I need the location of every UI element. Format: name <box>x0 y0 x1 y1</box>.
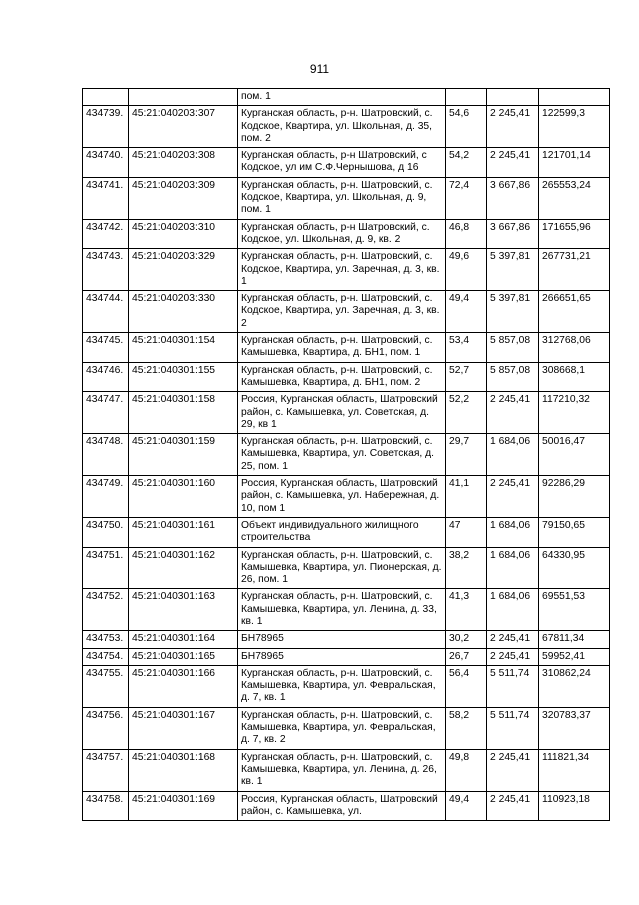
area-cell: 54,6 <box>446 106 487 148</box>
row-number-cell: 434748. <box>83 434 129 476</box>
cadastral-number-cell: 45:21:040301:161 <box>129 517 238 547</box>
address-cell: Курганская область, р-н. Шатровский, с. Кодское, Квартира, ул. Заречная, д. 3, кв. 1 <box>238 249 446 291</box>
value-cell: 266651,65 <box>539 291 610 333</box>
area-cell: 30,2 <box>446 631 487 648</box>
cadastral-number-cell: 45:21:040301:155 <box>129 362 238 392</box>
table-row <box>83 392 610 434</box>
address-cell: Курганская область, р-н Шатровский, с. Кодское, ул. Школьная, д. 9, кв. 2 <box>238 219 446 249</box>
address-cell: Курганская область, р-н. Шатровский, с. Камышевка, Квартира, ул. Февральская, д. 7, кв. 1 <box>238 665 446 707</box>
cadastral-number-cell: 45:21:040301:167 <box>129 707 238 749</box>
table-row <box>83 291 610 333</box>
address-cell: Курганская область, р-н. Шатровский, с. Камышевка, Квартира, ул. Февральская, д. 7, кв. 2 <box>238 707 446 749</box>
address-cell: БН78965 <box>238 631 446 648</box>
table-row <box>83 106 610 148</box>
rate-cell: 2 245,41 <box>487 631 539 648</box>
table-row <box>83 547 610 589</box>
table-row <box>83 219 610 249</box>
table-row <box>83 707 610 749</box>
row-number-cell: 434758. <box>83 791 129 821</box>
registry-table <box>82 88 610 821</box>
rate-cell: 1 684,06 <box>487 517 539 547</box>
value-cell: 117210,32 <box>539 392 610 434</box>
value-cell: 111821,34 <box>539 749 610 791</box>
rate-cell: 5 511,74 <box>487 707 539 749</box>
address-cell: Курганская область, р-н. Шатровский, с. Камышевка, Квартира, ул. Ленина, д. 26, кв. 1 <box>238 749 446 791</box>
rate-cell: 2 245,41 <box>487 476 539 518</box>
area-cell: 58,2 <box>446 707 487 749</box>
rate-cell: 2 245,41 <box>487 791 539 821</box>
row-number-cell: 434755. <box>83 665 129 707</box>
cadastral-number-cell: 45:21:040203:307 <box>129 106 238 148</box>
table-row <box>83 333 610 363</box>
table-row <box>83 476 610 518</box>
value-cell: 171655,96 <box>539 219 610 249</box>
table-row <box>83 249 610 291</box>
row-number-cell: 434741. <box>83 177 129 219</box>
address-cell: пом. 1 <box>238 89 446 106</box>
row-number-cell: 434739. <box>83 106 129 148</box>
row-number-cell: 434746. <box>83 362 129 392</box>
rate-cell: 5 857,08 <box>487 333 539 363</box>
rate-cell: 3 667,86 <box>487 177 539 219</box>
page-number: 911 <box>309 62 330 76</box>
table-row <box>83 89 610 106</box>
table-row <box>83 434 610 476</box>
area-cell: 49,8 <box>446 749 487 791</box>
cadastral-number-cell: 45:21:040203:309 <box>129 177 238 219</box>
value-cell: 64330,95 <box>539 547 610 589</box>
value-cell: 320783,37 <box>539 707 610 749</box>
value-cell: 122599,3 <box>539 106 610 148</box>
table-row <box>83 148 610 178</box>
cadastral-number-cell: 45:21:040301:160 <box>129 476 238 518</box>
table-row <box>83 631 610 648</box>
table-row <box>83 665 610 707</box>
rate-cell: 3 667,86 <box>487 219 539 249</box>
value-cell: 312768,06 <box>539 333 610 363</box>
row-number-cell: 434750. <box>83 517 129 547</box>
row-number-cell: 434740. <box>83 148 129 178</box>
address-cell: Курганская область, р-н. Шатровский, с. Камышевка, Квартира, ул. Советская, д. 25, пом. 1 <box>238 434 446 476</box>
area-cell: 49,4 <box>446 791 487 821</box>
area-cell: 26,7 <box>446 648 487 665</box>
area-cell: 29,7 <box>446 434 487 476</box>
row-number-cell: 434753. <box>83 631 129 648</box>
cadastral-number-cell: 45:21:040301:166 <box>129 665 238 707</box>
cadastral-number-cell: 45:21:040301:168 <box>129 749 238 791</box>
area-cell: 47 <box>446 517 487 547</box>
value-cell: 267731,21 <box>539 249 610 291</box>
table-row <box>83 589 610 631</box>
registry-body <box>83 89 610 821</box>
value-cell: 310862,24 <box>539 665 610 707</box>
area-cell: 41,1 <box>446 476 487 518</box>
address-cell: Курганская область, р-н. Шатровский, с. Кодское, Квартира, ул. Школьная, д. 35, пом. 2 <box>238 106 446 148</box>
cadastral-number-cell: 45:21:040301:169 <box>129 791 238 821</box>
area-cell: 49,6 <box>446 249 487 291</box>
cadastral-number-cell: 45:21:040203:310 <box>129 219 238 249</box>
row-number-cell: 434754. <box>83 648 129 665</box>
value-cell: 110923,18 <box>539 791 610 821</box>
area-cell: 72,4 <box>446 177 487 219</box>
cadastral-number-cell <box>129 89 238 106</box>
address-cell: Курганская область, р-н. Шатровский, с. Камышевка, Квартира, ул. Пионерская, д. 26, пом. 1 <box>238 547 446 589</box>
row-number-cell: 434756. <box>83 707 129 749</box>
area-cell: 54,2 <box>446 148 487 178</box>
area-cell: 41,3 <box>446 589 487 631</box>
rate-cell: 2 245,41 <box>487 648 539 665</box>
address-cell: Россия, Курганская область, Шатровский район, с. Камышевка, ул. Советская, д. 29, кв 1 <box>238 392 446 434</box>
cadastral-number-cell: 45:21:040301:164 <box>129 631 238 648</box>
cadastral-number-cell: 45:21:040301:159 <box>129 434 238 476</box>
rate-cell: 2 245,41 <box>487 148 539 178</box>
row-number-cell: 434744. <box>83 291 129 333</box>
area-cell: 56,4 <box>446 665 487 707</box>
table-row <box>83 749 610 791</box>
address-cell: Россия, Курганская область, Шатровский район, с. Камышевка, ул. <box>238 791 446 821</box>
value-cell <box>539 89 610 106</box>
area-cell <box>446 89 487 106</box>
table-row <box>83 648 610 665</box>
table-row <box>83 517 610 547</box>
rate-cell: 2 245,41 <box>487 392 539 434</box>
address-cell: Россия, Курганская область, Шатровский район, с. Камышевка, ул. Набережная, д. 10, пом 1 <box>238 476 446 518</box>
rate-cell: 5 397,81 <box>487 291 539 333</box>
rate-cell: 1 684,06 <box>487 547 539 589</box>
area-cell: 49,4 <box>446 291 487 333</box>
value-cell: 67811,34 <box>539 631 610 648</box>
cadastral-number-cell: 45:21:040203:329 <box>129 249 238 291</box>
cadastral-number-cell: 45:21:040301:162 <box>129 547 238 589</box>
value-cell: 121701,14 <box>539 148 610 178</box>
value-cell: 69551,53 <box>539 589 610 631</box>
address-cell: Курганская область, р-н. Шатровский, с. Кодское, Квартира, ул. Заречная, д. 3, кв. 2 <box>238 291 446 333</box>
row-number-cell: 434757. <box>83 749 129 791</box>
value-cell: 79150,65 <box>539 517 610 547</box>
address-cell: Курганская область, р-н. Шатровский, с. Кодское, Квартира, ул. Школьная, д. 9, пом. 1 <box>238 177 446 219</box>
area-cell: 38,2 <box>446 547 487 589</box>
row-number-cell: 434742. <box>83 219 129 249</box>
rate-cell: 1 684,06 <box>487 589 539 631</box>
rate-cell: 2 245,41 <box>487 749 539 791</box>
value-cell: 92286,29 <box>539 476 610 518</box>
rate-cell: 5 511,74 <box>487 665 539 707</box>
row-number-cell: 434751. <box>83 547 129 589</box>
rate-cell: 5 857,08 <box>487 362 539 392</box>
cadastral-number-cell: 45:21:040203:308 <box>129 148 238 178</box>
rate-cell: 1 684,06 <box>487 434 539 476</box>
area-cell: 53,4 <box>446 333 487 363</box>
table-row <box>83 362 610 392</box>
row-number-cell: 434747. <box>83 392 129 434</box>
address-cell: БН78965 <box>238 648 446 665</box>
area-cell: 52,2 <box>446 392 487 434</box>
row-number-cell: 434745. <box>83 333 129 363</box>
cadastral-number-cell: 45:21:040301:163 <box>129 589 238 631</box>
row-number-cell <box>83 89 129 106</box>
rate-cell: 5 397,81 <box>487 249 539 291</box>
row-number-cell: 434749. <box>83 476 129 518</box>
value-cell: 59952,41 <box>539 648 610 665</box>
address-cell: Курганская область, р-н Шатровский, с Кодское, ул им С.Ф.Чернышова, д 16 <box>238 148 446 178</box>
row-number-cell: 434752. <box>83 589 129 631</box>
area-cell: 52,7 <box>446 362 487 392</box>
row-number-cell: 434743. <box>83 249 129 291</box>
rate-cell <box>487 89 539 106</box>
address-cell: Курганская область, р-н. Шатровский, с. Камышевка, Квартира, д. БН1, пом. 1 <box>238 333 446 363</box>
table-row <box>83 791 610 821</box>
cadastral-number-cell: 45:21:040301:165 <box>129 648 238 665</box>
cadastral-number-cell: 45:21:040301:154 <box>129 333 238 363</box>
area-cell: 46,8 <box>446 219 487 249</box>
table-row <box>83 177 610 219</box>
address-cell: Объект индивидуального жилищного строительства <box>238 517 446 547</box>
cadastral-number-cell: 45:21:040203:330 <box>129 291 238 333</box>
value-cell: 265553,24 <box>539 177 610 219</box>
value-cell: 308668,1 <box>539 362 610 392</box>
value-cell: 50016,47 <box>539 434 610 476</box>
rate-cell: 2 245,41 <box>487 106 539 148</box>
cadastral-number-cell: 45:21:040301:158 <box>129 392 238 434</box>
address-cell: Курганская область, р-н. Шатровский, с. Камышевка, Квартира, ул. Ленина, д. 33, кв. 1 <box>238 589 446 631</box>
address-cell: Курганская область, р-н. Шатровский, с. Камышевка, Квартира, д. БН1, пом. 2 <box>238 362 446 392</box>
